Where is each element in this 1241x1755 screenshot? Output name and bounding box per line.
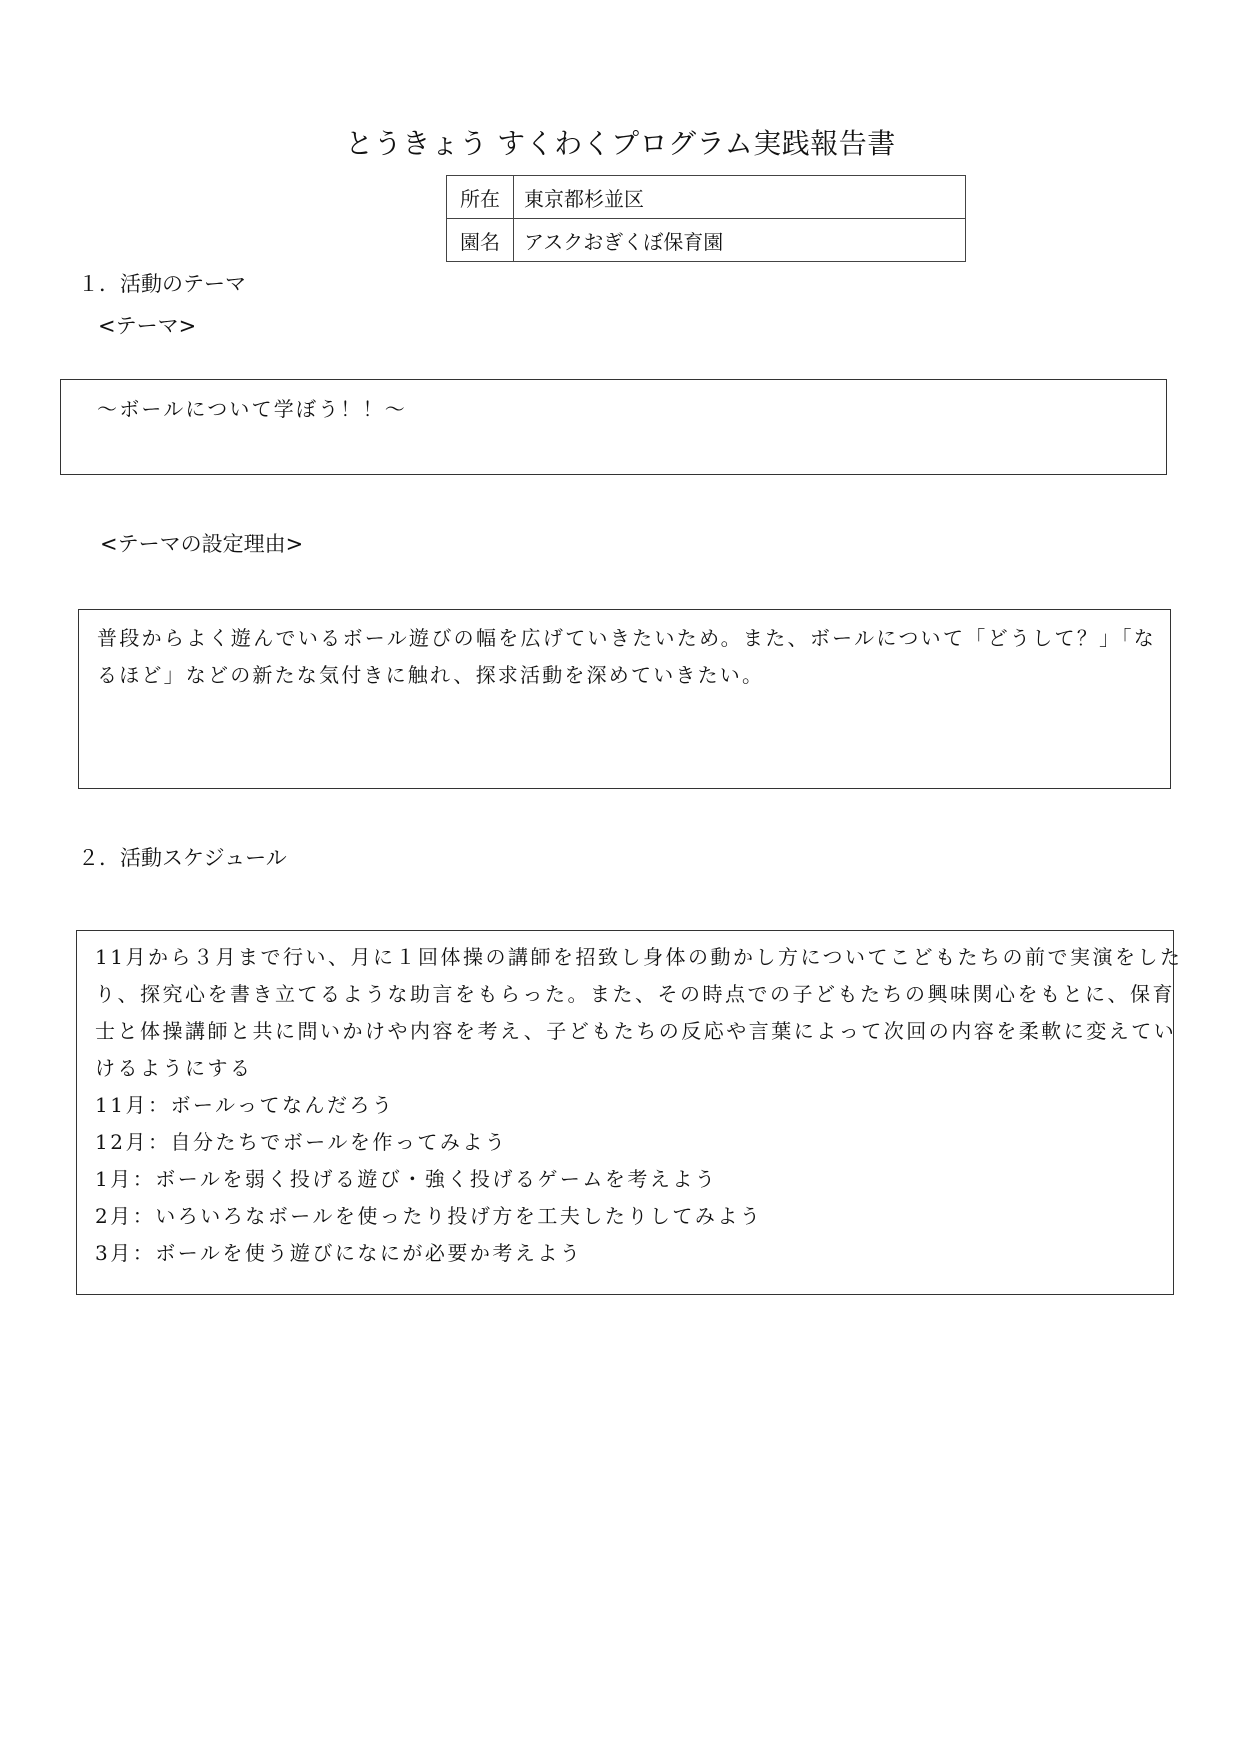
reason-label: <テーマの設定理由> — [100, 532, 304, 556]
schedule-line: 11月：ボールってなんだろう — [95, 1093, 395, 1117]
nursery-value: アスクおぎくぼ保育園 — [514, 219, 966, 262]
schedule-line: 士と体操講師と共に問いかけや内容を考え、子どもたちの反応や言葉によって次回の内容を柔軟に変えてい — [95, 1019, 1177, 1043]
schedule-line: けるようにする — [95, 1056, 253, 1080]
theme-text: ～ボールについて学ぼう！！～ — [97, 397, 407, 421]
schedule-line: 2月：いろいろなボールを使ったり投げ方を工夫したりしてみよう — [95, 1204, 763, 1228]
section1-heading: １．活動のテーマ — [78, 272, 246, 296]
theme-label: <テーマ> — [98, 314, 197, 338]
schedule-line: 3月：ボールを使う遊びになにが必要か考えよう — [95, 1241, 583, 1265]
schedule-box — [76, 930, 1183, 1295]
theme-box — [60, 379, 1167, 475]
info-row-location — [447, 176, 966, 219]
schedule-line: 11月から３月まで行い、月に１回体操の講師を招致し身体の動かし方についてこどもたちの前で実演をした — [95, 945, 1183, 969]
nursery-label: 園名 — [447, 219, 514, 262]
schedule-line: 12月：自分たちでボールを作ってみよう — [95, 1130, 508, 1154]
schedule-line: 1月：ボールを弱く投げる遊び・強く投げるゲームを考えよう — [95, 1167, 718, 1191]
location-value: 東京都杉並区 — [514, 176, 966, 219]
document-title: とうきょう すくわくプログラム実践報告書 — [345, 127, 896, 160]
schedule-line: り、探究心を書き立てるような助言をもらった。また、その時点での子どもたちの興味関心をもとに、保育 — [95, 982, 1175, 1006]
info-row-nursery — [447, 219, 966, 262]
location-label: 所在 — [447, 176, 514, 219]
reason-text: 普段からよく遊んでいるボール遊びの幅を広げていきたいため。また、ボールについて「どうして？」「なるほど」などの新たな気付きに触れ、探求活動を深めていきたい。 — [97, 626, 1156, 687]
info-table — [446, 175, 966, 262]
reason-box — [78, 609, 1171, 789]
schedule-text — [95, 939, 1183, 1272]
section2-heading: ２．活動スケジュール — [78, 846, 287, 870]
